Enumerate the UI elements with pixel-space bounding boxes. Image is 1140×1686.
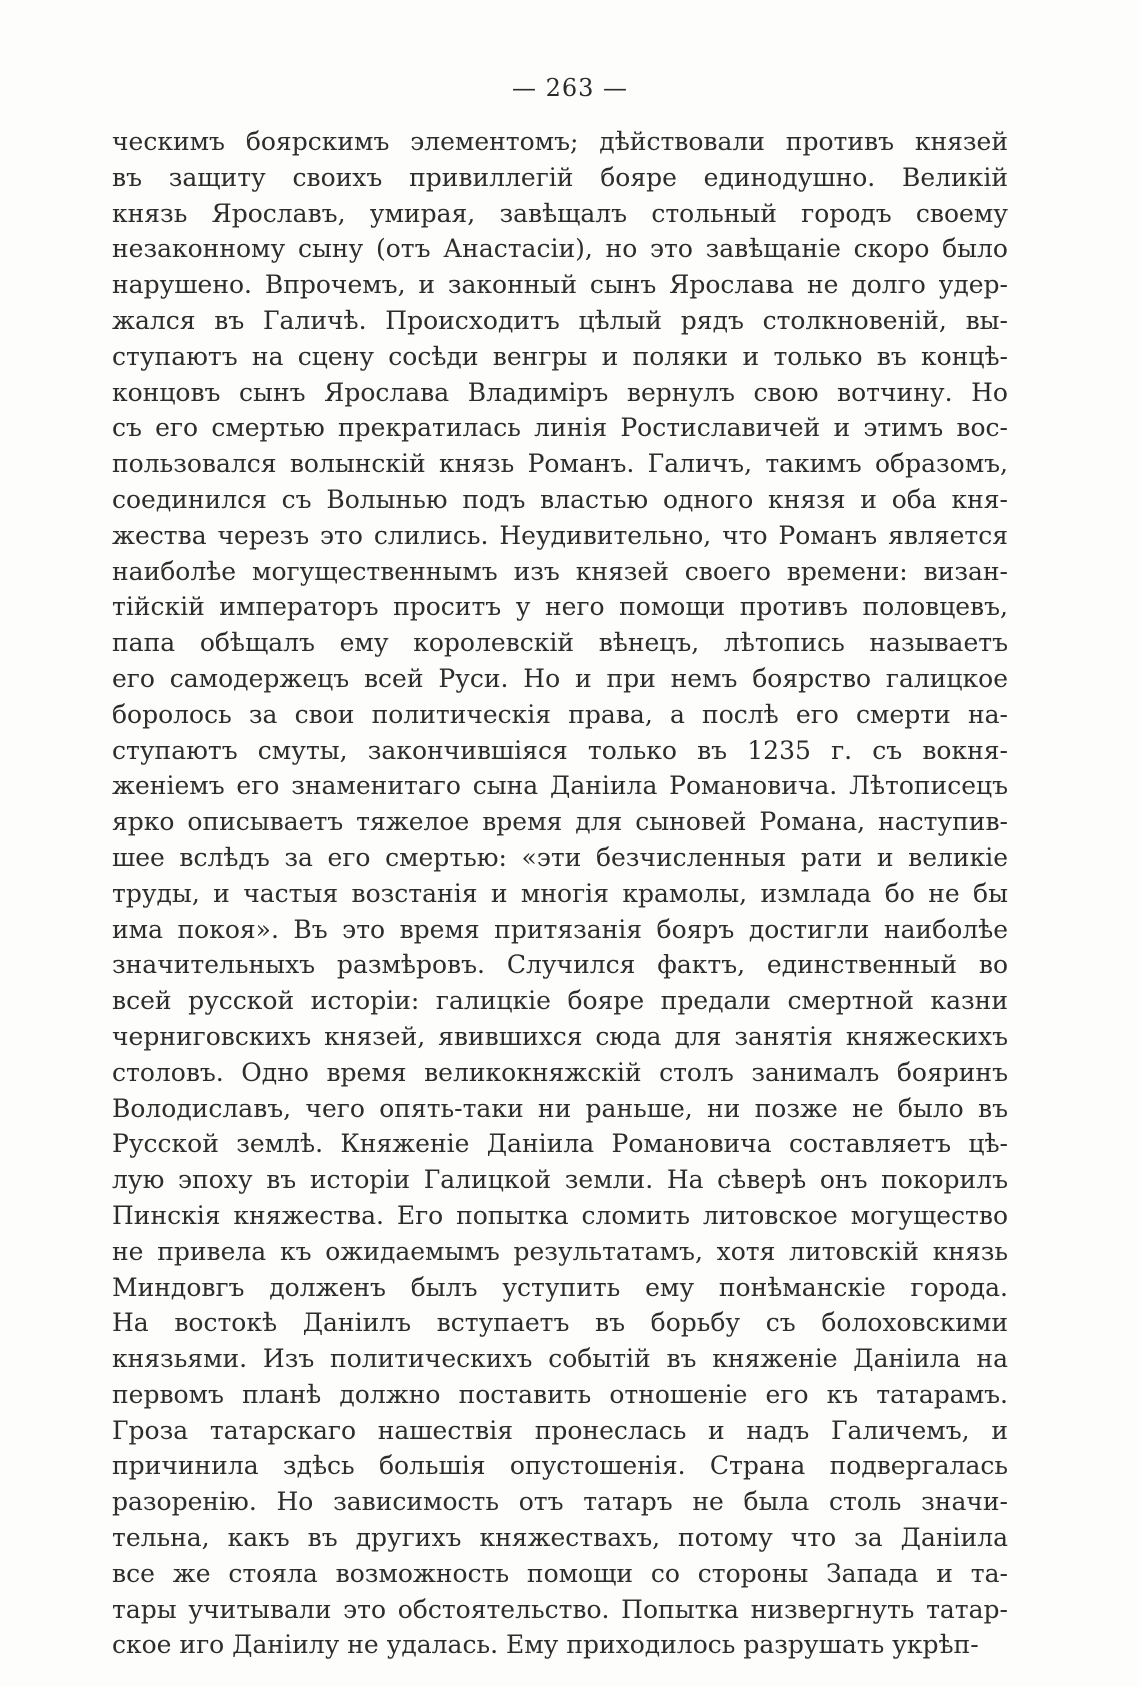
text-line: его самодержецъ всей Руси. Но и при немъ боярство галицкое	[112, 663, 1008, 693]
text-line: соединился съ Волынью подъ властью одного князя и оба кня-	[112, 484, 1008, 514]
text-line: первомъ планѣ должно поставить отношеніе его къ татарамъ.	[112, 1379, 1008, 1409]
text-line: столовъ. Одно время великокняжскій столъ занималъ бояринъ	[112, 1057, 1008, 1087]
text-line: наиболѣе могущественнымъ изъ князей своего времени: визан-	[112, 556, 1008, 586]
text-line: ступаютъ смуты, закончившіяся только въ 1235 г. съ вокня-	[112, 735, 1008, 765]
text-line: не привела къ ожидаемымъ результатамъ, хотя литовскій князь	[112, 1236, 1008, 1266]
text-line: тійскій императоръ проситъ у него помощи противъ половцевъ,	[112, 592, 1008, 622]
text-line: нарушено. Впрочемъ, и законный сынъ Ярослава не долго удер-	[112, 270, 1008, 300]
text-line: шее вслѣдъ за его смертью: «эти безчисленныя рати и великіе	[112, 842, 1008, 872]
text-line: тары учитывали это обстоятельство. Попытка низвергнуть татар-	[112, 1594, 1008, 1624]
text-line: значительныхъ размѣровъ. Случился фактъ, единственный во	[112, 950, 1008, 980]
text-line: князьями. Изъ политическихъ событій въ княженіе Даніила на	[112, 1344, 1008, 1374]
page-number: — 263 —	[511, 74, 629, 102]
text-line: Миндовгъ долженъ былъ уступить ему понѣманскіе города.	[112, 1272, 1008, 1302]
text-line: ское иго Даніилу не удалась. Ему приходилось разрушать укрѣп-	[112, 1630, 979, 1660]
text-line: Гроза татарскаго нашествія пронеслась и надъ Галичемъ, и	[112, 1415, 1008, 1445]
text-line: пользовался волынскій князь Романъ. Галичъ, такимъ образомъ,	[112, 449, 1008, 479]
text-line: князь Ярославъ, умирая, завѣщалъ стольный городъ своему	[112, 198, 1008, 228]
text-line: тельна, какъ въ другихъ княжествахъ, потому что за Даніила	[112, 1523, 1008, 1553]
text-line: въ защиту своихъ привиллегій бояре единодушно. Великій	[112, 162, 1008, 192]
text-line: разоренію. Но зависимость отъ татаръ не была столь значи-	[112, 1487, 1008, 1517]
text-line: Русской землѣ. Княженіе Даніила Романовича составляетъ цѣ-	[112, 1129, 1008, 1159]
text-line: ступаютъ на сцену сосѣди венгры и поляки и только въ концѣ-	[112, 341, 1008, 371]
text-line: боролось за свои политическія права, а послѣ его смерти на-	[112, 699, 1008, 729]
text-line: все же стояла возможность помощи со стороны Запада и та-	[112, 1558, 1008, 1588]
text-line: всей русской исторіи: галицкіе бояре предали смертной казни	[112, 986, 1008, 1016]
text-line: На востокѣ Даніилъ вступаетъ въ борьбу съ болоховскими	[112, 1308, 1008, 1338]
text-line: труды, и частыя возстанія и многія крамолы, измлада бо не бы	[112, 878, 1008, 908]
text-line: лую эпоху въ исторіи Галицкой земли. На сѣверѣ онъ покорилъ	[112, 1165, 1008, 1195]
text-line: жался въ Галичѣ. Происходитъ цѣлый рядъ столкновеній, вы-	[112, 305, 1008, 335]
text-line: женіемъ его знаменитаго сына Даніила Романовича. Лѣтописецъ	[112, 771, 1008, 801]
text-line: ярко описываетъ тяжелое время для сыновей Романа, наступив-	[112, 807, 1008, 837]
text-line: черниговскихъ князей, явившихся сюда для занятія княжескихъ	[112, 1021, 1008, 1051]
text-line: незаконному сыну (отъ Анастасіи), но это завѣщаніе скоро было	[112, 234, 1008, 264]
text-line: концовъ сынъ Ярослава Владиміръ вернулъ свою вотчину. Но	[112, 377, 1008, 407]
body-text	[112, 124, 1008, 1663]
text-line: съ его смертью прекратилась линія Ростиславичей и этимъ вос-	[112, 413, 1008, 443]
text-line: причинила здѣсь большія опустошенія. Страна подвергалась	[112, 1451, 1008, 1481]
text-line: Володиславъ, чего опять-таки ни раньше, ни позже не было въ	[112, 1093, 1008, 1123]
text-line: папа обѣщалъ ему королевскій вѣнецъ, лѣтопись называетъ	[112, 628, 1008, 658]
text-line: ческимъ боярскимъ элементомъ; дѣйствовали противъ князей	[112, 127, 1008, 156]
text-line: има покоя». Въ это время притязанія бояръ достигли наиболѣе	[112, 914, 1008, 944]
text-line: Пинскія княжества. Его попытка сломить литовское могущество	[112, 1200, 1008, 1230]
text-line: жества черезъ это слились. Неудивительно, что Романъ является	[112, 520, 1008, 550]
